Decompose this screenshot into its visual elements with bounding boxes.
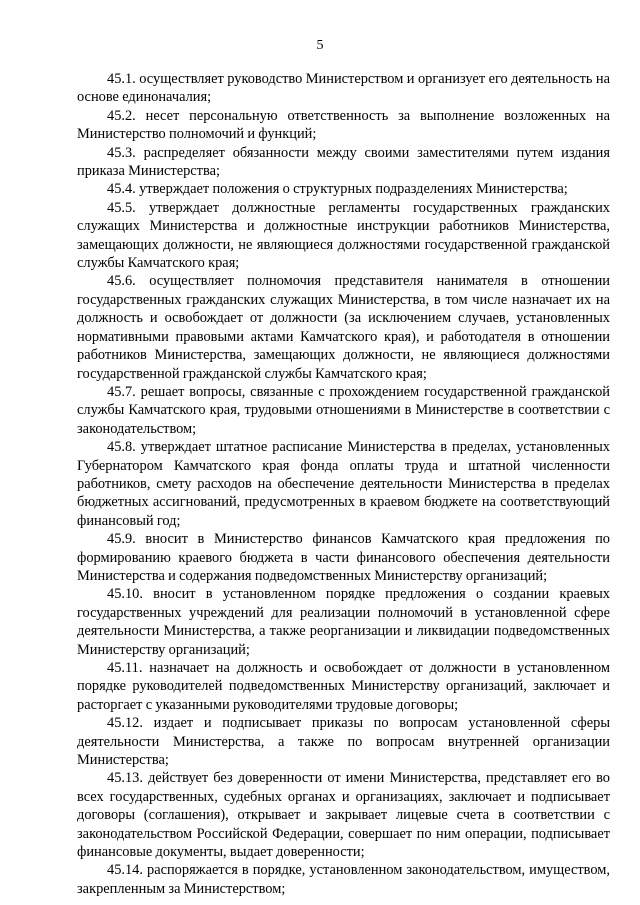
paragraph-45-14: 45.14. распоряжается в порядке, установленном законодательством, имуществом, закрепленным за Министерством; [77,862,610,897]
paragraph-45-5: 45.5. утверждает должностные регламенты государственных гражданских служащих Министерства и должностные инструкции работников Министерства, замещающих должности, не являющиеся должностями государственной гражданской службы Камчатского края; [77,199,610,272]
paragraph-45-7: 45.7. решает вопросы, связанные с прохождением государственной гражданской службы Камчатского края, трудовыми отношениями в Министерстве в соответствии с законодательством; [77,383,610,437]
paragraph-45-10: 45.10. вносит в установленном порядке предложения о создании краевых государственных учреждений для реализации полномочий в установленной сфере деятельности Министерства, а также реорганизации и ликвидации подведомственных Министерству организаций; [77,586,610,658]
paragraph-45-12: 45.12. издает и подписывает приказы по вопросам установленной сферы деятельности Министерства, а также по вопросам внутренней организации Министерства; [77,715,610,769]
paragraph-45-8: 45.8. утверждает штатное расписание Министерства в пределах, установленных Губернатором Камчатского края фонда оплаты труда и штатной численности работников, смету расходов на обеспечение деятельности Министерства в пределах бюджетных ассигнований, предусмотренных в краевом бюджете на соответствующий финансовый год; [77,439,610,529]
page-number: 5 [316,38,324,53]
paragraph-45-13: 45.13. действует без доверенности от имени Министерства, представляет его во всех государственных, судебных органах и организациях, заключает и подписывает договоры (соглашения), открывает и закрывает лицевые счета в соответствии с законодательством Российской Федерации, совершает по ним операции, подписывает финансовые документы, выдает доверенности; [77,770,610,861]
paragraph-45-2: 45.2. несет персональную ответственность за выполнение возложенных на Министерство полномочий и функций; [77,107,610,143]
paragraph-45-4: 45.4. утверждает положения о структурных подразделениях Министерства; [107,181,568,198]
paragraph-45-9: 45.9. вносит в Министерство финансов Камчатского края предложения по формированию краевого бюджета в части финансового обеспечения деятельности Министерства и содержания подведомственных Министерству организаций; [77,531,610,584]
paragraph-45-6: 45.6. осуществляет полномочия представителя нанимателя в отношении государственных гражданских служащих Министерства, в том числе назначает их на должность и освобождает от должности (за исключением случаев, установленных нормативными правовыми актами Камчатского края), и работодателя в отношении работников Министерства, замещающих должности, не являющиеся должностями государственной гражданской службы Камчатского края; [77,273,610,382]
document-body [77,70,610,898]
paragraph-45-3: 45.3. распределяет обязанности между своими заместителями путем издания приказа Министерства; [77,144,610,180]
paragraph-45-1: 45.1. осуществляет руководство Министерством и организует его деятельность на основе единоначалия; [77,71,610,106]
paragraph-45-11: 45.11. назначает на должность и освобождает от должности в установленном порядке руководителей подведомственных Министерству организаций, заключает и расторгает с указанными руководителями трудовые договоры; [77,660,610,713]
